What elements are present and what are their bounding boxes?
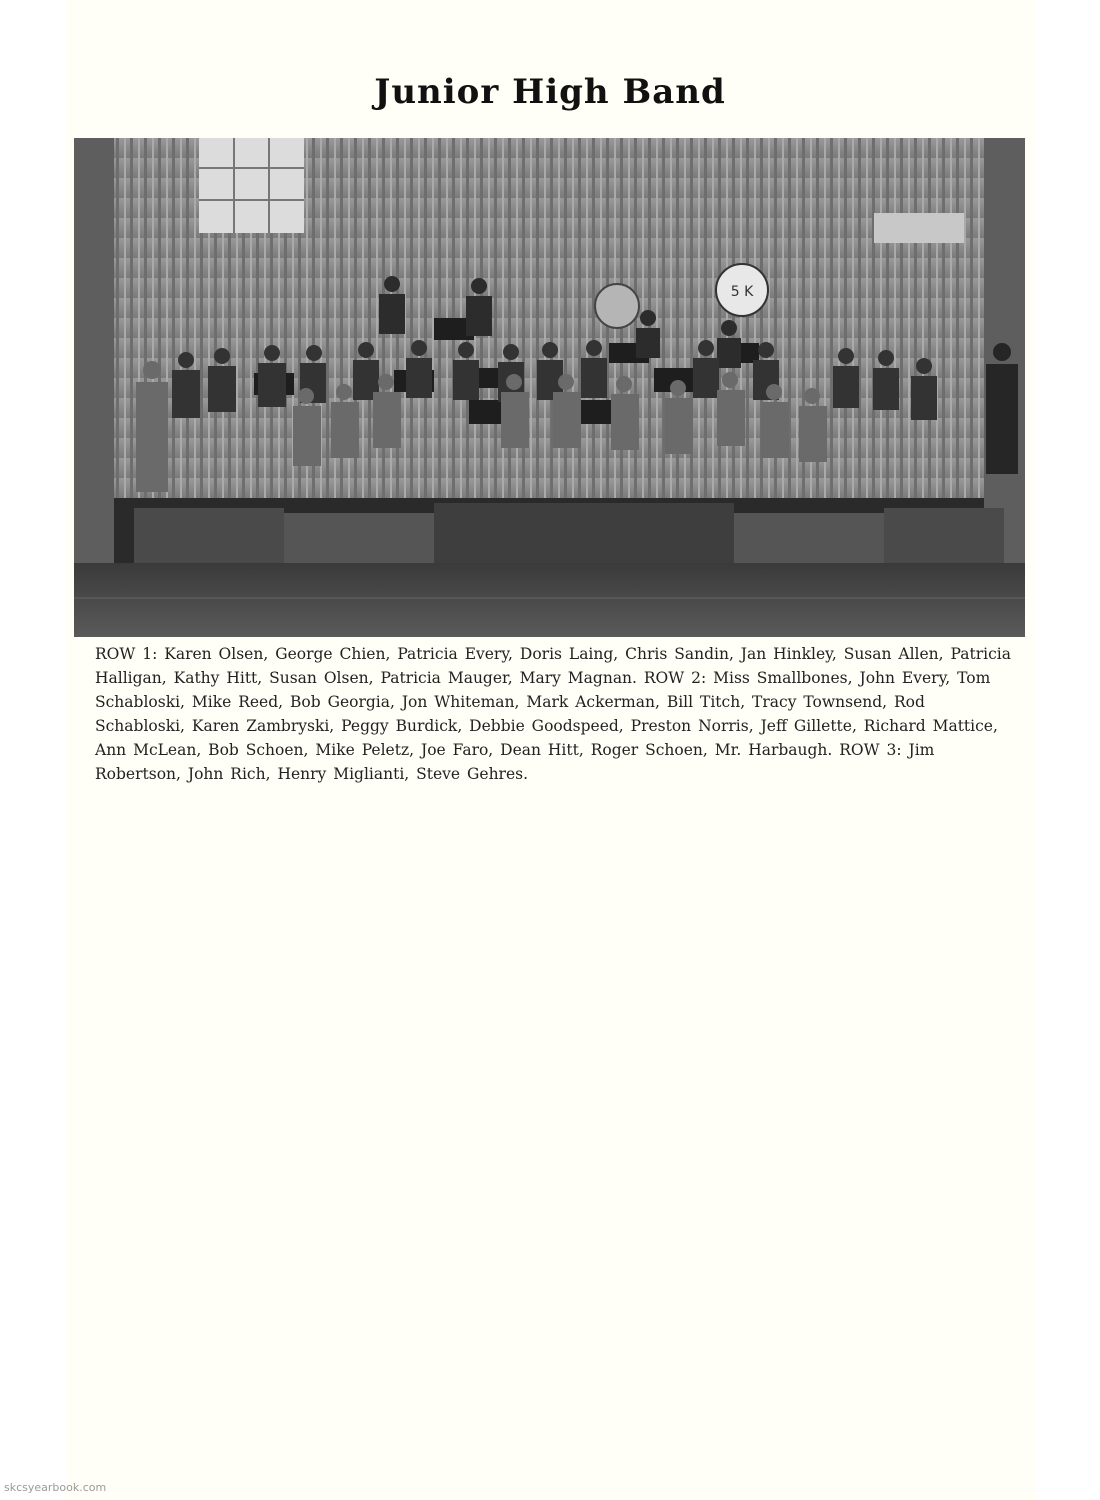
photo-caption: ROW 1: Karen Olsen, George Chien, Patricia Every, Doris Laing, Chris Sandin, Jan Hinkley, Susan Allen, Patricia Halligan, Kathy Hitt, Susan Olsen, Patricia Mauger, Mary Magnan. ROW 2: Miss Smallbones, John Every, Tom Schabloski, Mike Reed, Bob Georgia, Jon Whiteman, Mark Ackerman, Bill Titch, Tracy Townsend, Rod Schabloski, Karen Zambryski, Peggy Burdick, Debbie Goodspeed, Preston Norris, Jeff Gillette, Richard Mattice, Ann McLean, Bob Schoen, Mike Peletz, Joe Faro, Dean Hitt, Roger Schoen, Mr. Harbaugh. ROW 3: Jim Robertson, John Rich, Henry Miglianti, Steve Gehres. bbox=[95, 645, 1011, 783]
page-title: Junior High Band bbox=[374, 72, 726, 112]
drum-label: 5 K bbox=[730, 284, 754, 300]
watermark: skcsyearbook.com bbox=[4, 1481, 107, 1494]
band-photo bbox=[74, 138, 1025, 637]
